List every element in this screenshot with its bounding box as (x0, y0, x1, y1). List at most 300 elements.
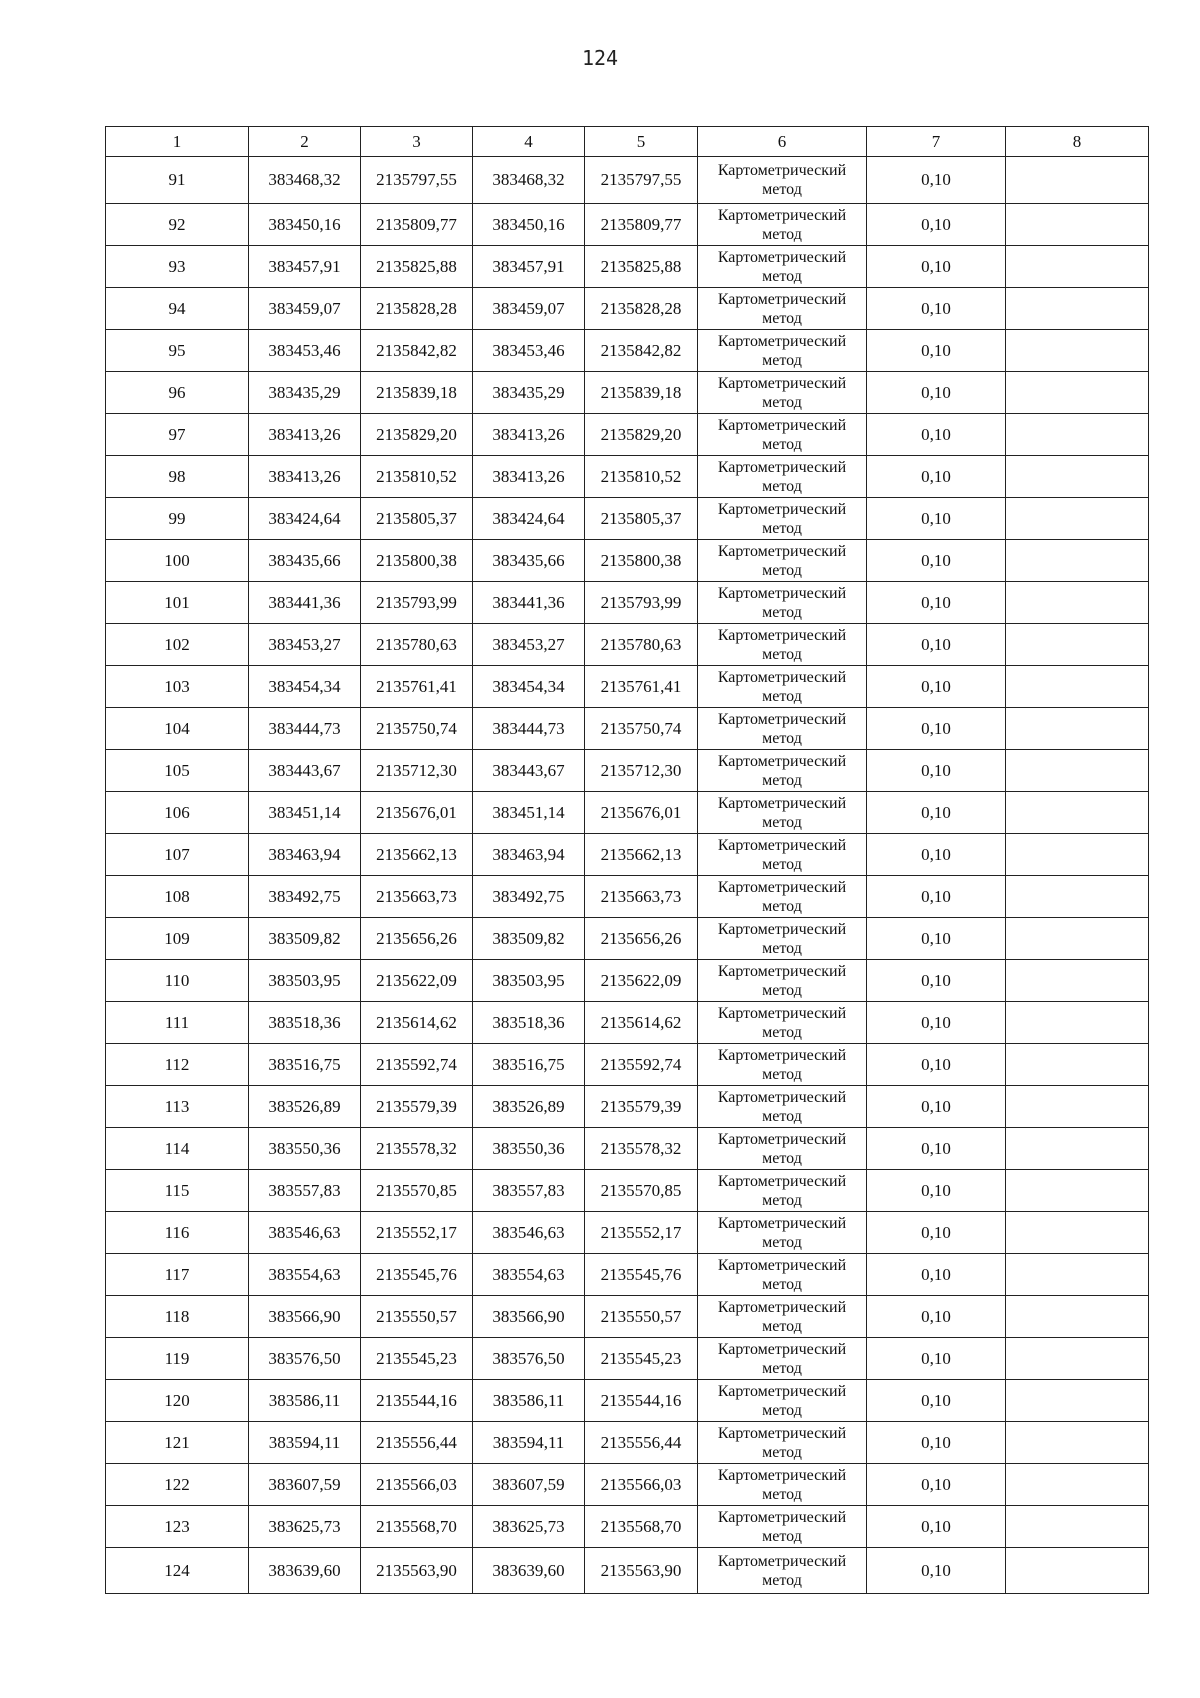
accuracy-cell: 0,10 (867, 456, 1006, 498)
accuracy-cell: 0,10 (867, 1086, 1006, 1128)
method-text-line: метод (762, 1571, 802, 1589)
y-coordinate-cell: 2135552,17 (585, 1212, 698, 1254)
method-text-line: Картометрический (717, 794, 847, 812)
x-coordinate-cell: 383639,60 (473, 1548, 585, 1594)
point-number-cell: 101 (106, 582, 249, 624)
table-row (106, 1506, 1149, 1548)
y-coordinate-cell: 2135656,26 (585, 918, 698, 960)
method-text-line: метод (762, 1107, 802, 1125)
accuracy-cell: 0,10 (867, 330, 1006, 372)
header-row (106, 127, 1149, 157)
x-coordinate-cell: 383546,63 (249, 1212, 361, 1254)
method-text-line: метод (762, 1359, 802, 1377)
empty-cell (1006, 1422, 1149, 1464)
method-text-line: метод (762, 603, 802, 621)
y-coordinate-cell: 2135578,32 (585, 1128, 698, 1170)
x-coordinate-cell: 383413,26 (473, 456, 585, 498)
point-number-cell: 100 (106, 540, 249, 582)
empty-cell (1006, 792, 1149, 834)
method-cell (698, 1128, 867, 1170)
y-coordinate-cell: 2135550,57 (585, 1296, 698, 1338)
y-coordinate-cell: 2135614,62 (585, 1002, 698, 1044)
table-row (106, 582, 1149, 624)
x-coordinate-cell: 383625,73 (473, 1506, 585, 1548)
x-coordinate-cell: 383516,75 (249, 1044, 361, 1086)
method-cell (698, 1506, 867, 1548)
table-row (106, 414, 1149, 456)
method-cell (698, 582, 867, 624)
accuracy-cell: 0,10 (867, 414, 1006, 456)
y-coordinate-cell: 2135570,85 (585, 1170, 698, 1212)
empty-cell (1006, 372, 1149, 414)
y-coordinate-cell: 2135828,28 (585, 288, 698, 330)
y-coordinate-cell: 2135780,63 (361, 624, 473, 666)
point-number-cell: 111 (106, 1002, 249, 1044)
method-cell (698, 1380, 867, 1422)
method-cell (698, 1044, 867, 1086)
empty-cell (1006, 1170, 1149, 1212)
table-row (106, 330, 1149, 372)
method-text-line: Картометрический (717, 962, 847, 980)
method-text-line: метод (762, 181, 802, 198)
x-coordinate-cell: 383463,94 (249, 834, 361, 876)
method-text-line: Картометрический (717, 1552, 847, 1570)
x-coordinate-cell: 383639,60 (249, 1548, 361, 1594)
method-text-line: Картометрический (717, 584, 847, 602)
x-coordinate-cell: 383424,64 (249, 498, 361, 540)
method-text-line: метод (762, 519, 802, 537)
accuracy-cell: 0,10 (867, 1170, 1006, 1212)
x-coordinate-cell: 383586,11 (249, 1380, 361, 1422)
column-header: 2 (249, 127, 361, 157)
method-cell (698, 456, 867, 498)
y-coordinate-cell: 2135805,37 (361, 498, 473, 540)
point-number-cell: 94 (106, 288, 249, 330)
accuracy-cell: 0,10 (867, 1380, 1006, 1422)
empty-cell (1006, 1464, 1149, 1506)
method-text-line: метод (762, 393, 802, 411)
point-number-cell: 97 (106, 414, 249, 456)
empty-cell (1006, 204, 1149, 246)
y-coordinate-cell: 2135676,01 (361, 792, 473, 834)
empty-cell (1006, 834, 1149, 876)
table-row (106, 1128, 1149, 1170)
method-text-line: метод (762, 561, 802, 579)
method-cell (698, 1170, 867, 1212)
method-cell (698, 1086, 867, 1128)
y-coordinate-cell: 2135810,52 (361, 456, 473, 498)
method-cell (698, 540, 867, 582)
x-coordinate-cell: 383453,46 (473, 330, 585, 372)
method-text-line: Картометрический (717, 1508, 847, 1526)
y-coordinate-cell: 2135568,70 (585, 1506, 698, 1548)
point-number-cell: 120 (106, 1380, 249, 1422)
y-coordinate-cell: 2135839,18 (585, 372, 698, 414)
y-coordinate-cell: 2135829,20 (585, 414, 698, 456)
method-cell (698, 414, 867, 456)
point-number-cell: 116 (106, 1212, 249, 1254)
method-text-line: метод (762, 477, 802, 495)
accuracy-cell: 0,10 (867, 1254, 1006, 1296)
method-text-line: Картометрический (717, 1340, 847, 1358)
method-text-line: Картометрический (717, 1466, 847, 1484)
y-coordinate-cell: 2135545,23 (361, 1338, 473, 1380)
y-coordinate-cell: 2135544,16 (361, 1380, 473, 1422)
column-header: 7 (867, 127, 1006, 157)
empty-cell (1006, 666, 1149, 708)
method-text-line: Картометрический (717, 878, 847, 896)
x-coordinate-cell: 383451,14 (473, 792, 585, 834)
empty-cell (1006, 1254, 1149, 1296)
method-cell (698, 1296, 867, 1338)
empty-cell (1006, 330, 1149, 372)
x-coordinate-cell: 383576,50 (249, 1338, 361, 1380)
method-text-line: метод (762, 1317, 802, 1335)
coordinates-table (105, 126, 1149, 1594)
point-number-cell: 102 (106, 624, 249, 666)
method-text-line: Картометрический (717, 542, 847, 560)
table-row (106, 1002, 1149, 1044)
y-coordinate-cell: 2135750,74 (585, 708, 698, 750)
x-coordinate-cell: 383516,75 (473, 1044, 585, 1086)
method-text-line: метод (762, 1443, 802, 1461)
method-text-line: метод (762, 771, 802, 789)
point-number-cell: 112 (106, 1044, 249, 1086)
method-cell (698, 1254, 867, 1296)
y-coordinate-cell: 2135550,57 (361, 1296, 473, 1338)
point-number-cell: 98 (106, 456, 249, 498)
x-coordinate-cell: 383557,83 (473, 1170, 585, 1212)
method-cell (698, 1464, 867, 1506)
method-text-line: метод (762, 1527, 802, 1545)
method-text-line: Картометрический (717, 374, 847, 392)
y-coordinate-cell: 2135797,55 (361, 157, 473, 204)
point-number-cell: 107 (106, 834, 249, 876)
table-row (106, 834, 1149, 876)
method-cell (698, 834, 867, 876)
x-coordinate-cell: 383453,27 (473, 624, 585, 666)
column-header: 3 (361, 127, 473, 157)
accuracy-cell: 0,10 (867, 498, 1006, 540)
accuracy-cell: 0,10 (867, 1422, 1006, 1464)
method-cell (698, 1002, 867, 1044)
y-coordinate-cell: 2135592,74 (361, 1044, 473, 1086)
x-coordinate-cell: 383413,26 (249, 456, 361, 498)
y-coordinate-cell: 2135566,03 (361, 1464, 473, 1506)
x-coordinate-cell: 383450,16 (473, 204, 585, 246)
y-coordinate-cell: 2135825,88 (585, 246, 698, 288)
method-text-line: Картометрический (717, 668, 847, 686)
column-header: 5 (585, 127, 698, 157)
y-coordinate-cell: 2135842,82 (361, 330, 473, 372)
method-text-line: метод (762, 687, 802, 705)
x-coordinate-cell: 383503,95 (473, 960, 585, 1002)
x-coordinate-cell: 383451,14 (249, 792, 361, 834)
method-text-line: Картометрический (717, 626, 847, 644)
point-number-cell: 91 (106, 157, 249, 204)
method-text-line: метод (762, 729, 802, 747)
y-coordinate-cell: 2135566,03 (585, 1464, 698, 1506)
x-coordinate-cell: 383607,59 (473, 1464, 585, 1506)
accuracy-cell: 0,10 (867, 918, 1006, 960)
point-number-cell: 119 (106, 1338, 249, 1380)
point-number-cell: 114 (106, 1128, 249, 1170)
empty-cell (1006, 1506, 1149, 1548)
method-text-line: метод (762, 1485, 802, 1503)
method-text-line: метод (762, 855, 802, 873)
y-coordinate-cell: 2135809,77 (361, 204, 473, 246)
y-coordinate-cell: 2135570,85 (361, 1170, 473, 1212)
y-coordinate-cell: 2135761,41 (585, 666, 698, 708)
y-coordinate-cell: 2135793,99 (585, 582, 698, 624)
y-coordinate-cell: 2135556,44 (361, 1422, 473, 1464)
point-number-cell: 106 (106, 792, 249, 834)
accuracy-cell: 0,10 (867, 1002, 1006, 1044)
x-coordinate-cell: 383607,59 (249, 1464, 361, 1506)
table-row (106, 624, 1149, 666)
table-row (106, 1548, 1149, 1594)
method-text-line: метод (762, 267, 802, 285)
point-number-cell: 103 (106, 666, 249, 708)
point-number-cell: 93 (106, 246, 249, 288)
x-coordinate-cell: 383443,67 (473, 750, 585, 792)
point-number-cell: 96 (106, 372, 249, 414)
accuracy-cell: 0,10 (867, 372, 1006, 414)
method-text-line: метод (762, 813, 802, 831)
table-row (106, 792, 1149, 834)
empty-cell (1006, 157, 1149, 204)
method-text-line: Картометрический (717, 1214, 847, 1232)
x-coordinate-cell: 383441,36 (473, 582, 585, 624)
empty-cell (1006, 1548, 1149, 1594)
method-text-line: Картометрический (717, 332, 847, 350)
table-row (106, 540, 1149, 582)
empty-cell (1006, 246, 1149, 288)
method-cell (698, 1338, 867, 1380)
method-text-line: метод (762, 309, 802, 327)
point-number-cell: 121 (106, 1422, 249, 1464)
table-row (106, 1338, 1149, 1380)
y-coordinate-cell: 2135793,99 (361, 582, 473, 624)
x-coordinate-cell: 383463,94 (473, 834, 585, 876)
y-coordinate-cell: 2135750,74 (361, 708, 473, 750)
empty-cell (1006, 624, 1149, 666)
table-row (106, 204, 1149, 246)
x-coordinate-cell: 383509,82 (249, 918, 361, 960)
y-coordinate-cell: 2135663,73 (585, 876, 698, 918)
method-text-line: Картометрический (717, 1088, 847, 1106)
y-coordinate-cell: 2135829,20 (361, 414, 473, 456)
empty-cell (1006, 456, 1149, 498)
point-number-cell: 110 (106, 960, 249, 1002)
y-coordinate-cell: 2135568,70 (361, 1506, 473, 1548)
x-coordinate-cell: 383443,67 (249, 750, 361, 792)
accuracy-cell: 0,10 (867, 540, 1006, 582)
point-number-cell: 99 (106, 498, 249, 540)
accuracy-cell: 0,10 (867, 876, 1006, 918)
y-coordinate-cell: 2135809,77 (585, 204, 698, 246)
table-row (106, 666, 1149, 708)
method-text-line: метод (762, 897, 802, 915)
method-text-line: метод (762, 1233, 802, 1251)
method-text-line: Картометрический (717, 836, 847, 854)
y-coordinate-cell: 2135800,38 (585, 540, 698, 582)
accuracy-cell: 0,10 (867, 1464, 1006, 1506)
method-text-line: метод (762, 1191, 802, 1209)
x-coordinate-cell: 383413,26 (249, 414, 361, 456)
method-text-line: Картометрический (717, 290, 847, 308)
point-number-cell: 108 (106, 876, 249, 918)
accuracy-cell: 0,10 (867, 750, 1006, 792)
x-coordinate-cell: 383566,90 (249, 1296, 361, 1338)
method-cell (698, 498, 867, 540)
y-coordinate-cell: 2135805,37 (585, 498, 698, 540)
x-coordinate-cell: 383594,11 (473, 1422, 585, 1464)
y-coordinate-cell: 2135656,26 (361, 918, 473, 960)
accuracy-cell: 0,10 (867, 288, 1006, 330)
y-coordinate-cell: 2135800,38 (361, 540, 473, 582)
method-text-line: Картометрический (717, 752, 847, 770)
accuracy-cell: 0,10 (867, 834, 1006, 876)
x-coordinate-cell: 383444,73 (249, 708, 361, 750)
method-text-line: метод (762, 939, 802, 957)
y-coordinate-cell: 2135622,09 (585, 960, 698, 1002)
table-row (106, 1086, 1149, 1128)
y-coordinate-cell: 2135662,13 (361, 834, 473, 876)
x-coordinate-cell: 383576,50 (473, 1338, 585, 1380)
method-cell (698, 372, 867, 414)
x-coordinate-cell: 383454,34 (473, 666, 585, 708)
x-coordinate-cell: 383566,90 (473, 1296, 585, 1338)
x-coordinate-cell: 383453,27 (249, 624, 361, 666)
y-coordinate-cell: 2135545,76 (585, 1254, 698, 1296)
empty-cell (1006, 1296, 1149, 1338)
accuracy-cell: 0,10 (867, 157, 1006, 204)
column-header: 1 (106, 127, 249, 157)
column-header: 4 (473, 127, 585, 157)
empty-cell (1006, 960, 1149, 1002)
x-coordinate-cell: 383435,29 (249, 372, 361, 414)
method-cell (698, 157, 867, 204)
empty-cell (1006, 540, 1149, 582)
table-row (106, 456, 1149, 498)
x-coordinate-cell: 383550,36 (473, 1128, 585, 1170)
x-coordinate-cell: 383459,07 (249, 288, 361, 330)
column-header: 6 (698, 127, 867, 157)
table-row (106, 876, 1149, 918)
point-number-cell: 92 (106, 204, 249, 246)
table-row (106, 1212, 1149, 1254)
y-coordinate-cell: 2135797,55 (585, 157, 698, 204)
table-row (106, 960, 1149, 1002)
y-coordinate-cell: 2135563,90 (585, 1548, 698, 1594)
table-row (106, 1044, 1149, 1086)
table-row (106, 288, 1149, 330)
x-coordinate-cell: 383468,32 (473, 157, 585, 204)
y-coordinate-cell: 2135663,73 (361, 876, 473, 918)
method-cell (698, 1422, 867, 1464)
empty-cell (1006, 414, 1149, 456)
method-text-line: Картометрический (717, 206, 847, 224)
y-coordinate-cell: 2135578,32 (361, 1128, 473, 1170)
x-coordinate-cell: 383509,82 (473, 918, 585, 960)
table-row (106, 498, 1149, 540)
x-coordinate-cell: 383554,63 (473, 1254, 585, 1296)
point-number-cell: 113 (106, 1086, 249, 1128)
x-coordinate-cell: 383557,83 (249, 1170, 361, 1212)
x-coordinate-cell: 383413,26 (473, 414, 585, 456)
method-cell (698, 876, 867, 918)
x-coordinate-cell: 383526,89 (473, 1086, 585, 1128)
x-coordinate-cell: 383492,75 (473, 876, 585, 918)
y-coordinate-cell: 2135712,30 (361, 750, 473, 792)
method-text-line: метод (762, 1149, 802, 1167)
y-coordinate-cell: 2135622,09 (361, 960, 473, 1002)
accuracy-cell: 0,10 (867, 204, 1006, 246)
x-coordinate-cell: 383435,66 (249, 540, 361, 582)
x-coordinate-cell: 383550,36 (249, 1128, 361, 1170)
y-coordinate-cell: 2135563,90 (361, 1548, 473, 1594)
accuracy-cell: 0,10 (867, 1338, 1006, 1380)
table-row (106, 918, 1149, 960)
table-row (106, 1254, 1149, 1296)
accuracy-cell: 0,10 (867, 624, 1006, 666)
method-text-line: метод (762, 1023, 802, 1041)
x-coordinate-cell: 383492,75 (249, 876, 361, 918)
y-coordinate-cell: 2135842,82 (585, 330, 698, 372)
y-coordinate-cell: 2135780,63 (585, 624, 698, 666)
accuracy-cell: 0,10 (867, 960, 1006, 1002)
empty-cell (1006, 1338, 1149, 1380)
method-cell (698, 204, 867, 246)
x-coordinate-cell: 383453,46 (249, 330, 361, 372)
method-text-line: метод (762, 435, 802, 453)
x-coordinate-cell: 383526,89 (249, 1086, 361, 1128)
method-cell (698, 624, 867, 666)
method-text-line: Картометрический (717, 920, 847, 938)
point-number-cell: 109 (106, 918, 249, 960)
y-coordinate-cell: 2135545,76 (361, 1254, 473, 1296)
y-coordinate-cell: 2135839,18 (361, 372, 473, 414)
method-cell (698, 666, 867, 708)
empty-cell (1006, 498, 1149, 540)
method-text-line: Картометрический (717, 248, 847, 266)
x-coordinate-cell: 383459,07 (473, 288, 585, 330)
method-cell (698, 918, 867, 960)
column-header: 8 (1006, 127, 1149, 157)
method-text-line: Картометрический (717, 1382, 847, 1400)
method-text-line: Картометрический (717, 162, 847, 179)
accuracy-cell: 0,10 (867, 582, 1006, 624)
y-coordinate-cell: 2135552,17 (361, 1212, 473, 1254)
method-cell (698, 960, 867, 1002)
x-coordinate-cell: 383457,91 (249, 246, 361, 288)
point-number-cell: 105 (106, 750, 249, 792)
method-text-line: Картометрический (717, 1046, 847, 1064)
table-row (106, 157, 1149, 204)
accuracy-cell: 0,10 (867, 246, 1006, 288)
method-text-line: метод (762, 645, 802, 663)
accuracy-cell: 0,10 (867, 708, 1006, 750)
method-text-line: Картометрический (717, 710, 847, 728)
method-text-line: Картометрический (717, 1424, 847, 1442)
page-number: 124 (581, 46, 619, 70)
x-coordinate-cell: 383546,63 (473, 1212, 585, 1254)
table-body (106, 157, 1149, 1594)
x-coordinate-cell: 383468,32 (249, 157, 361, 204)
point-number-cell: 104 (106, 708, 249, 750)
y-coordinate-cell: 2135556,44 (585, 1422, 698, 1464)
